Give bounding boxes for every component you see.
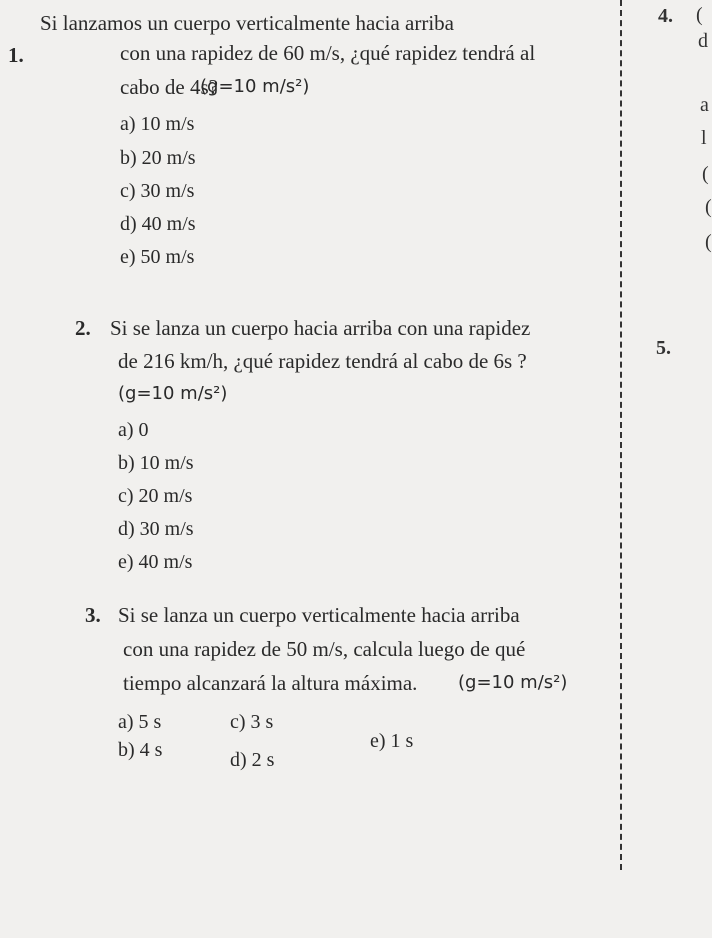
- question-2-line-2: de 216 km/h, ¿qué rapidez tendrá al cabo de 6s ?: [118, 349, 527, 373]
- right-fragment-4: (: [702, 163, 709, 185]
- question-4-fragment: (: [696, 4, 703, 26]
- question-3-number: 3.: [85, 603, 101, 627]
- question-1-number: 1.: [8, 43, 24, 67]
- question-3-formula: (g=10 m/s²): [458, 672, 568, 693]
- question-2-option-e: e) 40 m/s: [118, 551, 193, 573]
- question-5-number: 5.: [656, 337, 671, 359]
- question-3-option-b: b) 4 s: [118, 739, 163, 761]
- question-2-number: 2.: [75, 316, 91, 340]
- question-2-option-a: a) 0: [118, 419, 149, 441]
- right-fragment-6: (: [705, 231, 712, 253]
- right-fragment-5: (: [705, 196, 712, 218]
- question-1-option-c: c) 30 m/s: [120, 180, 195, 202]
- column-divider: [620, 0, 622, 870]
- question-1-line-3: cabo de 4s?: [120, 75, 218, 99]
- question-2-option-c: c) 20 m/s: [118, 485, 193, 507]
- question-2-formula: (g=10 m/s²): [118, 383, 228, 404]
- question-3-option-e: e) 1 s: [370, 730, 414, 752]
- question-1-option-e: e) 50 m/s: [120, 246, 195, 268]
- right-fragment-1: d: [698, 30, 708, 52]
- question-1-option-d: d) 40 m/s: [120, 213, 196, 235]
- question-1-option-a: a) 10 m/s: [120, 113, 195, 135]
- question-1-line-2: con una rapidez de 60 m/s, ¿qué rapidez tendrá al: [120, 41, 536, 65]
- question-2-option-b: b) 10 m/s: [118, 452, 194, 474]
- question-3-line-3: tiempo alcanzará la altura máxima.: [123, 671, 418, 695]
- question-1-line-1: Si lanzamos un cuerpo verticalmente hacia arriba: [40, 11, 454, 35]
- question-2-option-d: d) 30 m/s: [118, 518, 194, 540]
- question-3-line-2: con una rapidez de 50 m/s, calcula luego de qué: [123, 637, 526, 661]
- question-3-option-c: c) 3 s: [230, 711, 274, 733]
- right-fragment-3: l: [701, 127, 707, 149]
- question-3-option-d: d) 2 s: [230, 749, 275, 771]
- right-fragment-2: a: [700, 94, 709, 116]
- question-1-option-b: b) 20 m/s: [120, 147, 196, 169]
- question-4-number: 4.: [658, 5, 673, 27]
- question-3-option-a: a) 5 s: [118, 711, 162, 733]
- question-1-formula: (g=10 m/s²): [200, 76, 310, 97]
- question-3-line-1: Si se lanza un cuerpo verticalmente hacia arriba: [118, 603, 520, 627]
- question-2-line-1: Si se lanza un cuerpo hacia arriba con una rapidez: [110, 316, 531, 340]
